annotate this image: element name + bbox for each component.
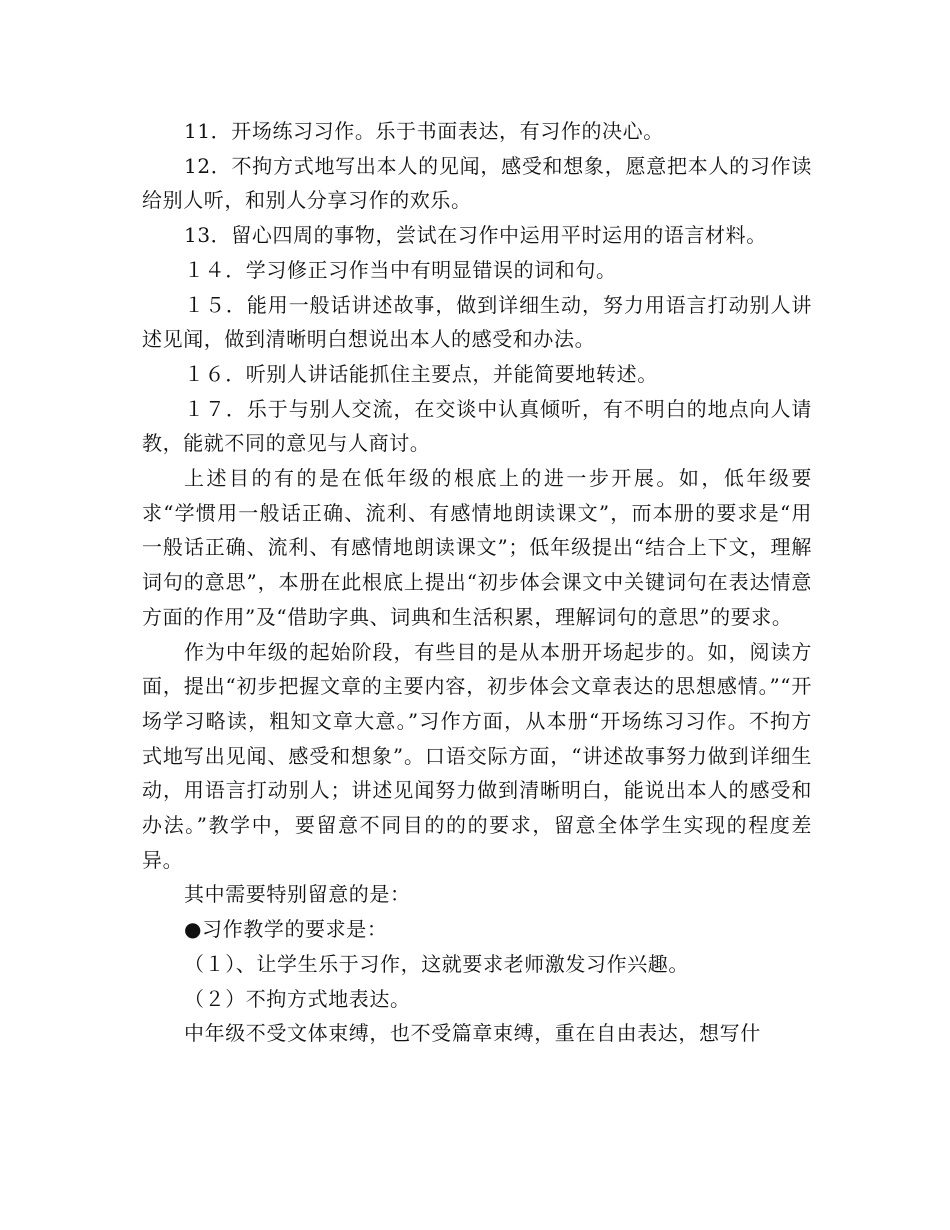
paragraph-writing-requirements: ●习作教学的要求是： — [184, 917, 388, 942]
paragraph-goal-13: 13．留心四周的事物，尝试在习作中运用平时运用的语言材料。 — [184, 223, 767, 248]
document-body — [142, 114, 812, 1051]
paragraph-goal-11: 11．开场练习习作。乐于书面表达，有习作的决心。 — [184, 119, 664, 143]
paragraph-goal-12: 12．不拘方式地写出本人的见闻，感受和想象，愿意把本人的习作读给别人听，和别人分享习作的欢乐。 — [142, 153, 812, 213]
paragraph-goal-17: １７．乐于与别人交流，在交谈中认真倾听，有不明白的地点向人请教，能就不同的意见与人商讨。 — [142, 396, 812, 456]
paragraph-mid-grade-start: 作为中年级的起始阶段，有些目的是从本册开场起步的。如，阅读方面，提出“初步把握文章的主要内容，初步体会文章表达的思想感情。”“开场学习略读，粗知文章大意。”习作方面，从本册“开场练习习作。不拘方式地写出见闻、感受和想象”。口语交际方面，“讲述故事努力做到详细生动，用语言打动别人；讲述见闻努力做到清晰明白，能说出本人的感受和办法。”教学中，要留意不同目的的的要求，留意全体学生实现的程度差异。 — [142, 639, 812, 872]
paragraph-requirement-2: （２）不拘方式地表达。 — [184, 986, 411, 1011]
paragraph-requirement-1: （１）、让学生乐于习作，这就要求老师激发习作兴趣。 — [184, 951, 689, 976]
paragraph-special-note: 其中需要特别留意的是： — [184, 882, 411, 907]
paragraph-goal-14: １４．学习修正习作当中有明显错误的词和句。 — [184, 257, 617, 282]
paragraph-goal-16: １６．听别人讲话能抓住主要点，并能简要地转述。 — [184, 361, 658, 386]
paragraph-low-grade-comparison: 上述目的有的是在低年级的根底上的进一步开展。如，低年级要求“学惯用一般话正确、流利、有感情地朗读课文”，而本册的要求是“用一般话正确、流利、有感情地朗读课文”；低年级提出“结合上下文，理解词句的意思”，本册在此根底上提出“初步体会课文中关键词句在表达情意方面的作用”及“借助字典、词典和生活积累，理解词句的意思”的要求。 — [142, 466, 812, 629]
paragraph-goal-15: １５．能用一般话讲述故事，做到详细生动，努力用语言打动别人讲述见闻，做到清晰明白想说出本人的感受和办法。 — [142, 292, 812, 352]
paragraph-free-expression: 中年级不受文体束缚，也不受篇章束缚，重在自由表达，想写什 — [184, 1021, 761, 1046]
